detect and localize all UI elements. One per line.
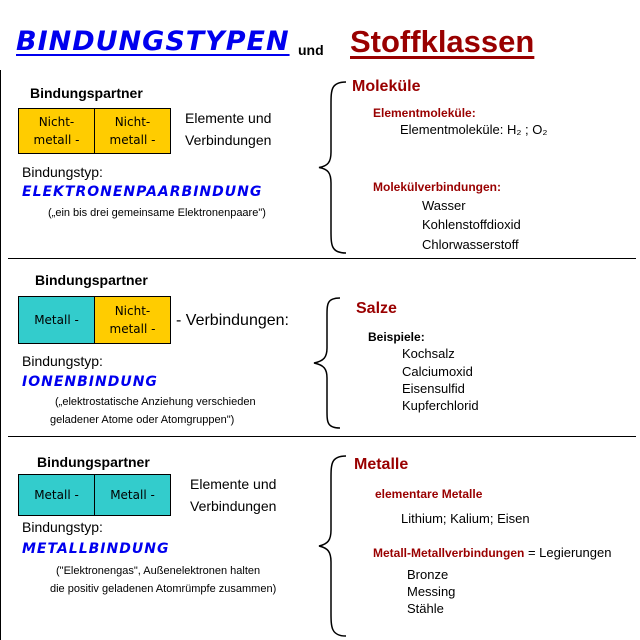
partner-box-nichtmetall	[18, 108, 95, 154]
bond-type-label: Bindungstyp:	[22, 353, 103, 369]
bond-type-name: METALLBINDUNG	[22, 541, 170, 557]
partner-box-metall	[18, 296, 95, 344]
sub-heading: elementare Metalle	[375, 487, 483, 501]
list-item: Chlorwasserstoff	[422, 237, 519, 252]
bond-type-name: ELEKTRONENPAARBINDUNG	[22, 184, 263, 200]
partner-description: - Verbindungen:	[176, 312, 289, 329]
list-item: Elementmoleküle: H₂ ; O₂	[400, 122, 548, 137]
partner-label: Bindungspartner	[37, 454, 150, 470]
curly-brace	[316, 454, 356, 638]
side-text-line: Elemente und	[190, 476, 277, 492]
bond-type-note: („ein bis drei gemeinsame Elektronenpaare")	[48, 207, 266, 219]
sub-heading: Elementmoleküle:	[373, 106, 476, 120]
box-line: Nicht-	[38, 115, 75, 129]
box-line: Metall -	[34, 488, 79, 502]
bond-type-note: („elektrostatische Anziehung verschieden	[55, 396, 256, 408]
sub-heading: Beispiele:	[368, 330, 425, 344]
box-line: metall -	[33, 133, 80, 147]
sub-heading: Molekülverbindungen:	[373, 180, 502, 194]
box-line: Nicht-	[114, 304, 151, 318]
title-und: und	[298, 42, 324, 58]
box-line: Metall -	[110, 488, 155, 502]
partner-description	[190, 473, 276, 517]
bond-type-name: IONENBINDUNG	[22, 374, 158, 390]
sub-heading-suffix: = Legierungen	[524, 545, 612, 560]
side-text-line: Elemente und	[185, 110, 272, 126]
divider-2	[8, 436, 636, 437]
bond-type-note: geladener Atome oder Atomgruppen")	[50, 414, 235, 426]
legierungen-line	[373, 545, 611, 560]
class-heading: Metalle	[354, 456, 409, 473]
list-item: Stähle	[407, 601, 444, 616]
box-line: Metall -	[34, 313, 79, 327]
list-item: Kupferchlorid	[402, 398, 479, 413]
box-line: metall -	[109, 322, 156, 336]
partner-label: Bindungspartner	[30, 85, 143, 101]
partner-box-nichtmetall	[94, 296, 171, 344]
side-text-line: Verbindungen	[185, 132, 272, 148]
divider-1	[8, 258, 636, 259]
title-stoffklassen: Stoffklassen	[350, 24, 535, 59]
left-border	[0, 70, 1, 640]
list-item: Lithium; Kalium; Eisen	[401, 511, 530, 526]
class-heading: Salze	[356, 300, 397, 317]
partner-description	[185, 107, 271, 151]
bond-type-label: Bindungstyp:	[22, 519, 103, 535]
partner-label: Bindungspartner	[35, 272, 148, 288]
curly-brace	[310, 296, 350, 430]
bond-type-note: die positiv geladenen Atomrümpfe zusammen)	[50, 583, 277, 595]
curly-brace	[316, 80, 356, 255]
partner-box-metall	[18, 474, 95, 516]
list-item: Kochsalz	[402, 346, 455, 361]
box-line: metall -	[109, 133, 156, 147]
list-item: Messing	[407, 584, 456, 599]
list-item: Bronze	[407, 567, 449, 582]
title-bindungstypen: BINDUNGSTYPEN	[16, 26, 290, 57]
list-item: Kohlenstoffdioxid	[422, 217, 521, 232]
sub-heading: Metall-Metallverbindungen	[373, 546, 525, 560]
bond-type-label: Bindungstyp:	[22, 164, 103, 180]
class-heading: Moleküle	[352, 78, 421, 95]
side-text-line: Verbindungen	[190, 498, 277, 514]
box-line: Nicht-	[114, 115, 151, 129]
list-item: Calciumoxid	[402, 364, 473, 379]
bond-type-note: ("Elektronengas", Außenelektronen halten	[56, 565, 261, 577]
list-item: Wasser	[422, 198, 466, 213]
partner-box-nichtmetall	[94, 108, 171, 154]
partner-box-metall	[94, 474, 171, 516]
list-item: Eisensulfid	[402, 381, 465, 396]
